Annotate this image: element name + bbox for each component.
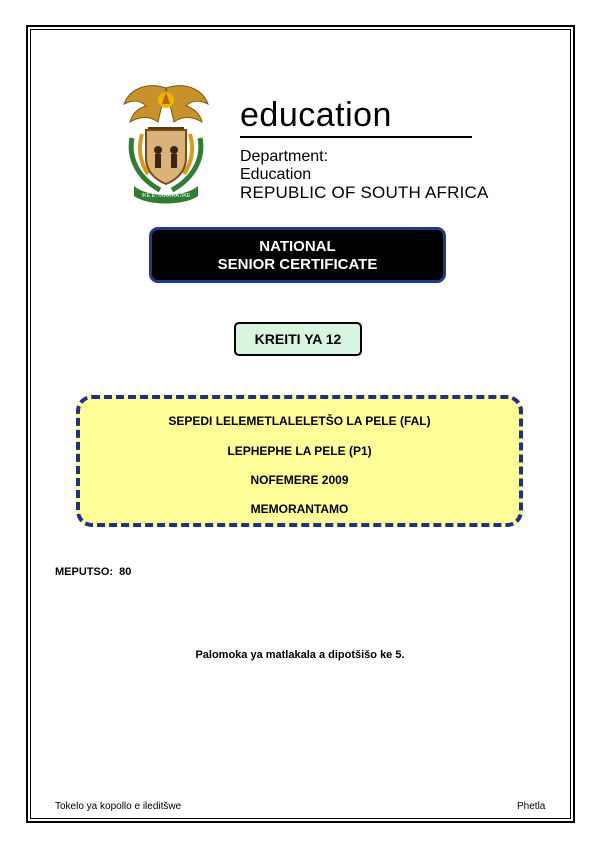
subject-title: SEPEDI LELEMETLALELETŠO LA PELE (FAL) — [168, 414, 431, 428]
coat-of-arms-logo — [118, 78, 214, 206]
total-marks: MEPUTSO: 80 — [55, 566, 132, 578]
department-label: Department: — [240, 148, 329, 165]
turn-over-label: Phetla — [517, 801, 546, 812]
certificate-line-2: SENIOR CERTIFICATE — [217, 256, 378, 273]
department-name: Education — [240, 166, 312, 183]
certificate-line-1: NATIONAL — [259, 238, 336, 255]
copyright-notice: Tokelo ya kopollo e ileditšwe — [55, 801, 182, 812]
page-count-instruction: Palomoka ya matlakala a dipotšišo ke 5. — [195, 649, 405, 661]
subject-box — [76, 395, 523, 527]
country-name: REPUBLIC OF SOUTH AFRICA — [240, 183, 489, 202]
document-type: MEMORANTAMO — [250, 502, 349, 516]
certificate-title-box — [149, 227, 446, 283]
paper-title: LEPHEPHE LA PELE (P1) — [227, 444, 372, 458]
exam-date: NOFEMERE 2009 — [250, 473, 349, 487]
grade-badge: KREITI YA 12 — [234, 322, 362, 356]
education-wordmark: education — [240, 96, 392, 134]
coat-motto-text: !KE E: /XARRA //KE — [141, 193, 191, 199]
wordmark-underline — [240, 136, 472, 138]
